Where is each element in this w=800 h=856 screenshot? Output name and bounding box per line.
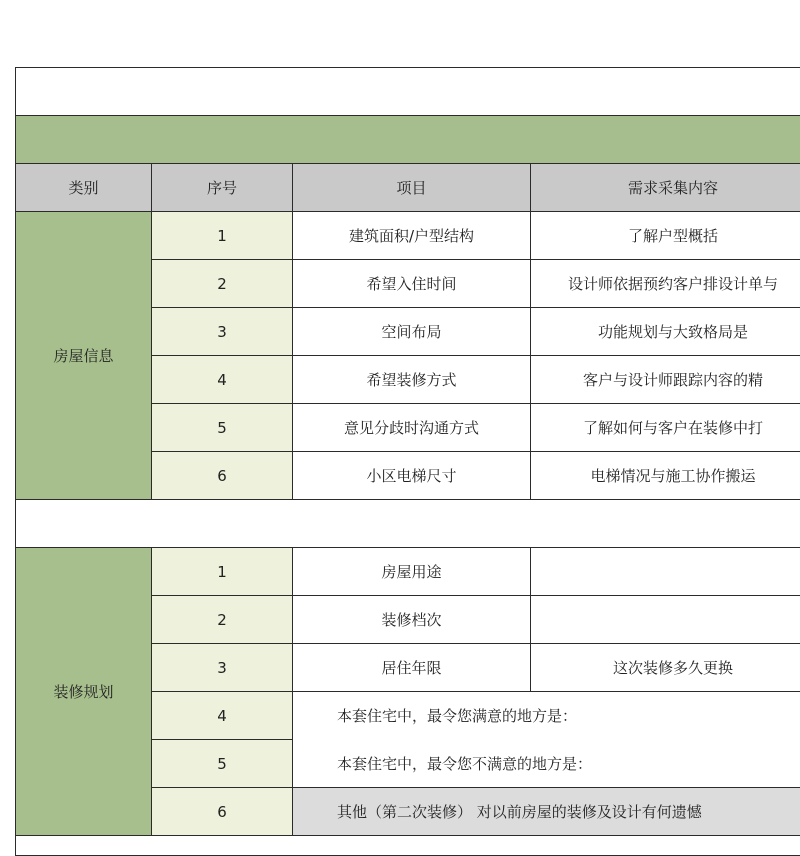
row-index: 2 xyxy=(152,596,293,644)
category-renovation-plan: 装修规划 xyxy=(16,548,152,836)
row-index: 5 xyxy=(152,740,293,788)
row-content: 客户与设计师跟踪内容的精 xyxy=(531,356,800,404)
row-index: 6 xyxy=(152,788,293,836)
requirements-table xyxy=(15,67,800,856)
row-item: 意见分歧时沟通方式 xyxy=(293,404,531,452)
row-index: 3 xyxy=(152,308,293,356)
row-content: 功能规划与大致格局是 xyxy=(531,308,800,356)
row-index: 5 xyxy=(152,404,293,452)
row-item: 希望装修方式 xyxy=(293,356,531,404)
row-content: 这次装修多久更换 xyxy=(531,644,800,692)
blank-title-row xyxy=(16,68,800,116)
header-category: 类别 xyxy=(16,164,152,212)
row-content xyxy=(531,548,800,596)
row-index: 6 xyxy=(152,452,293,500)
row-content: 电梯情况与施工协作搬运 xyxy=(531,452,800,500)
row-index: 1 xyxy=(152,212,293,260)
header-index: 序号 xyxy=(152,164,293,212)
row-item: 房屋用途 xyxy=(293,548,531,596)
row-content xyxy=(531,596,800,644)
row-index: 3 xyxy=(152,644,293,692)
row-item: 希望入住时间 xyxy=(293,260,531,308)
row-item: 装修档次 xyxy=(293,596,531,644)
category-house-info: 房屋信息 xyxy=(16,212,152,500)
table-row xyxy=(16,212,800,260)
header-content: 需求采集内容 xyxy=(531,164,800,212)
row-content: 设计师依据预约客户排设计单与 xyxy=(531,260,800,308)
row-index: 2 xyxy=(152,260,293,308)
row-item: 居住年限 xyxy=(293,644,531,692)
row-item: 建筑面积/户型结构 xyxy=(293,212,531,260)
header-item: 项目 xyxy=(293,164,531,212)
row-content: 了解如何与客户在装修中打 xyxy=(531,404,800,452)
spacer-row xyxy=(16,500,800,548)
header-row xyxy=(16,164,800,212)
row-item: 空间布局 xyxy=(293,308,531,356)
row-index: 4 xyxy=(152,692,293,740)
table-row xyxy=(16,548,800,596)
section-band xyxy=(16,116,800,164)
row-content: 了解户型概括 xyxy=(531,212,800,260)
row-index: 4 xyxy=(152,356,293,404)
row-question: 本套住宅中，最令您满意的地方是： xyxy=(293,692,800,740)
spacer-cell xyxy=(16,500,800,548)
row-index: 1 xyxy=(152,548,293,596)
row-question: 其他（第二次装修） 对以前房屋的装修及设计有何遗憾 xyxy=(293,788,800,836)
row-question: 本套住宅中，最令您不满意的地方是： xyxy=(293,740,800,788)
requirements-sheet xyxy=(15,67,800,856)
title-cell xyxy=(16,68,800,116)
green-band-row xyxy=(16,116,800,164)
row-item: 小区电梯尺寸 xyxy=(293,452,531,500)
